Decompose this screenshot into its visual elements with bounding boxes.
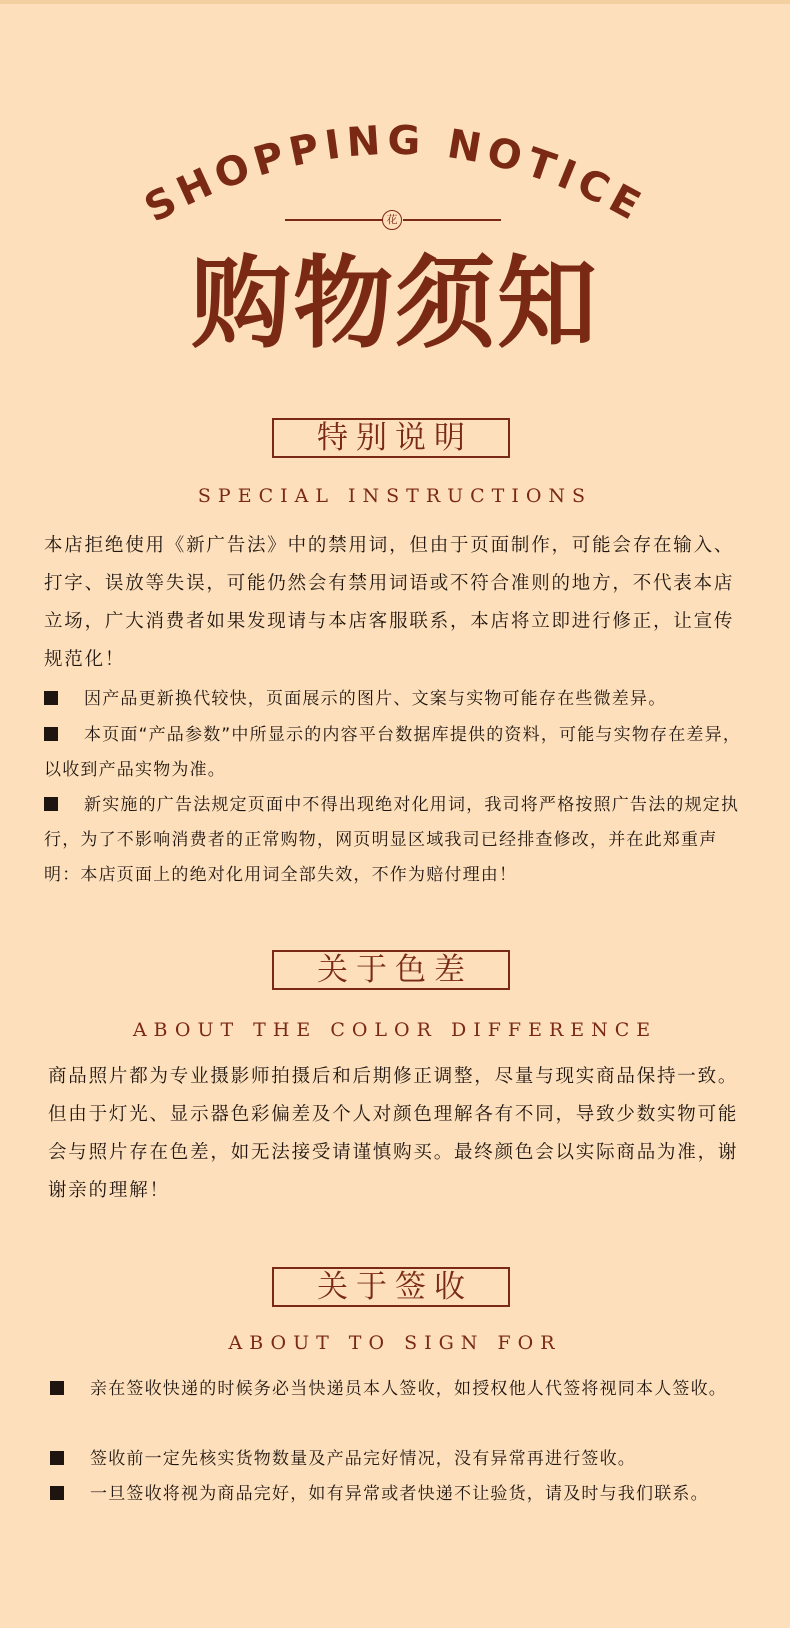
sign-heading: 关于签收 [272, 1267, 510, 1307]
sign-bullet-2 [50, 1442, 752, 1477]
arc-title-graphic [0, 95, 790, 225]
bullet-square-icon [44, 727, 58, 741]
sign-bullet-text: 一旦签收将视为商品完好，如有异常或者快递不让验货，请及时与我们联系。 [90, 1484, 709, 1504]
color-heading-en: ABOUT THE COLOR DIFFERENCE [132, 1019, 658, 1041]
special-bullet-2 [44, 718, 746, 788]
special-bullet-3 [44, 788, 746, 893]
page-title: 购物须知 [191, 244, 599, 362]
sign-bullet-text: 亲在签收快递的时候务必当快递员本人签收，如授权他人代签将视同本人签收。 [90, 1379, 727, 1399]
flower-mark: 花 [382, 210, 402, 230]
color-paragraph: 商品照片都为专业摄影师拍摄后和后期修正调整，尽量与现实商品保持一致。但由于灯光、显示器色彩偏差及个人对颜色理解各有不同，导致少数实物可能会与照片存在色差，如无法接受请谨慎购买。最终颜色会以实际商品为准，谢谢亲的理解！ [48, 1066, 739, 1201]
sign-bullet-1 [50, 1372, 752, 1407]
divider-right [403, 219, 501, 221]
divider-left [285, 219, 383, 221]
special-bullet-text: 新实施的广告法规定页面中不得出现绝对化用词，我司将严格按照广告法的规定执行，为了不影响消费者的正常购物，网页明显区域我司已经排查修改，并在此郑重声明：本店页面上的绝对化用词全部失效，不作为赔付理由！ [44, 795, 740, 885]
bullet-square-icon [50, 1381, 64, 1395]
top-border [0, 0, 790, 4]
bullet-square-icon [50, 1486, 64, 1500]
sign-heading-en: ABOUT TO SIGN FOR [228, 1332, 562, 1354]
sign-bullet-3 [50, 1477, 752, 1512]
special-heading: 特别说明 [272, 418, 510, 458]
special-heading-en: SPECIAL INSTRUCTIONS [197, 485, 593, 507]
arc-title-text: SHOPPING NOTICE [137, 117, 653, 225]
arc-title [137, 118, 652, 225]
special-bullet-1 [44, 682, 746, 717]
bullet-square-icon [50, 1451, 64, 1465]
special-paragraph: 本店拒绝使用《新广告法》中的禁用词，但由于页面制作，可能会存在输入、打字、误放等失误，可能仍然会有禁用词语或不符合准则的地方，不代表本店立场，广大消费者如果发现请与本店客服联系，本店将立即进行修正，让宣传规范化！ [44, 535, 735, 670]
special-bullet-text: 因产品更新换代较快，页面展示的图片、文案与实物可能存在些微差异。 [84, 689, 667, 709]
sign-bullet-text: 签收前一定先核实货物数量及产品完好情况，没有异常再进行签收。 [90, 1449, 636, 1469]
bullet-square-icon [44, 797, 58, 811]
bullet-square-icon [44, 691, 58, 705]
special-bullet-text: 本页面“产品参数”中所显示的内容平台数据库提供的资料，可能与实物存在差异，以收到产品实物为准。 [44, 725, 742, 780]
color-heading: 关于色差 [272, 950, 510, 990]
